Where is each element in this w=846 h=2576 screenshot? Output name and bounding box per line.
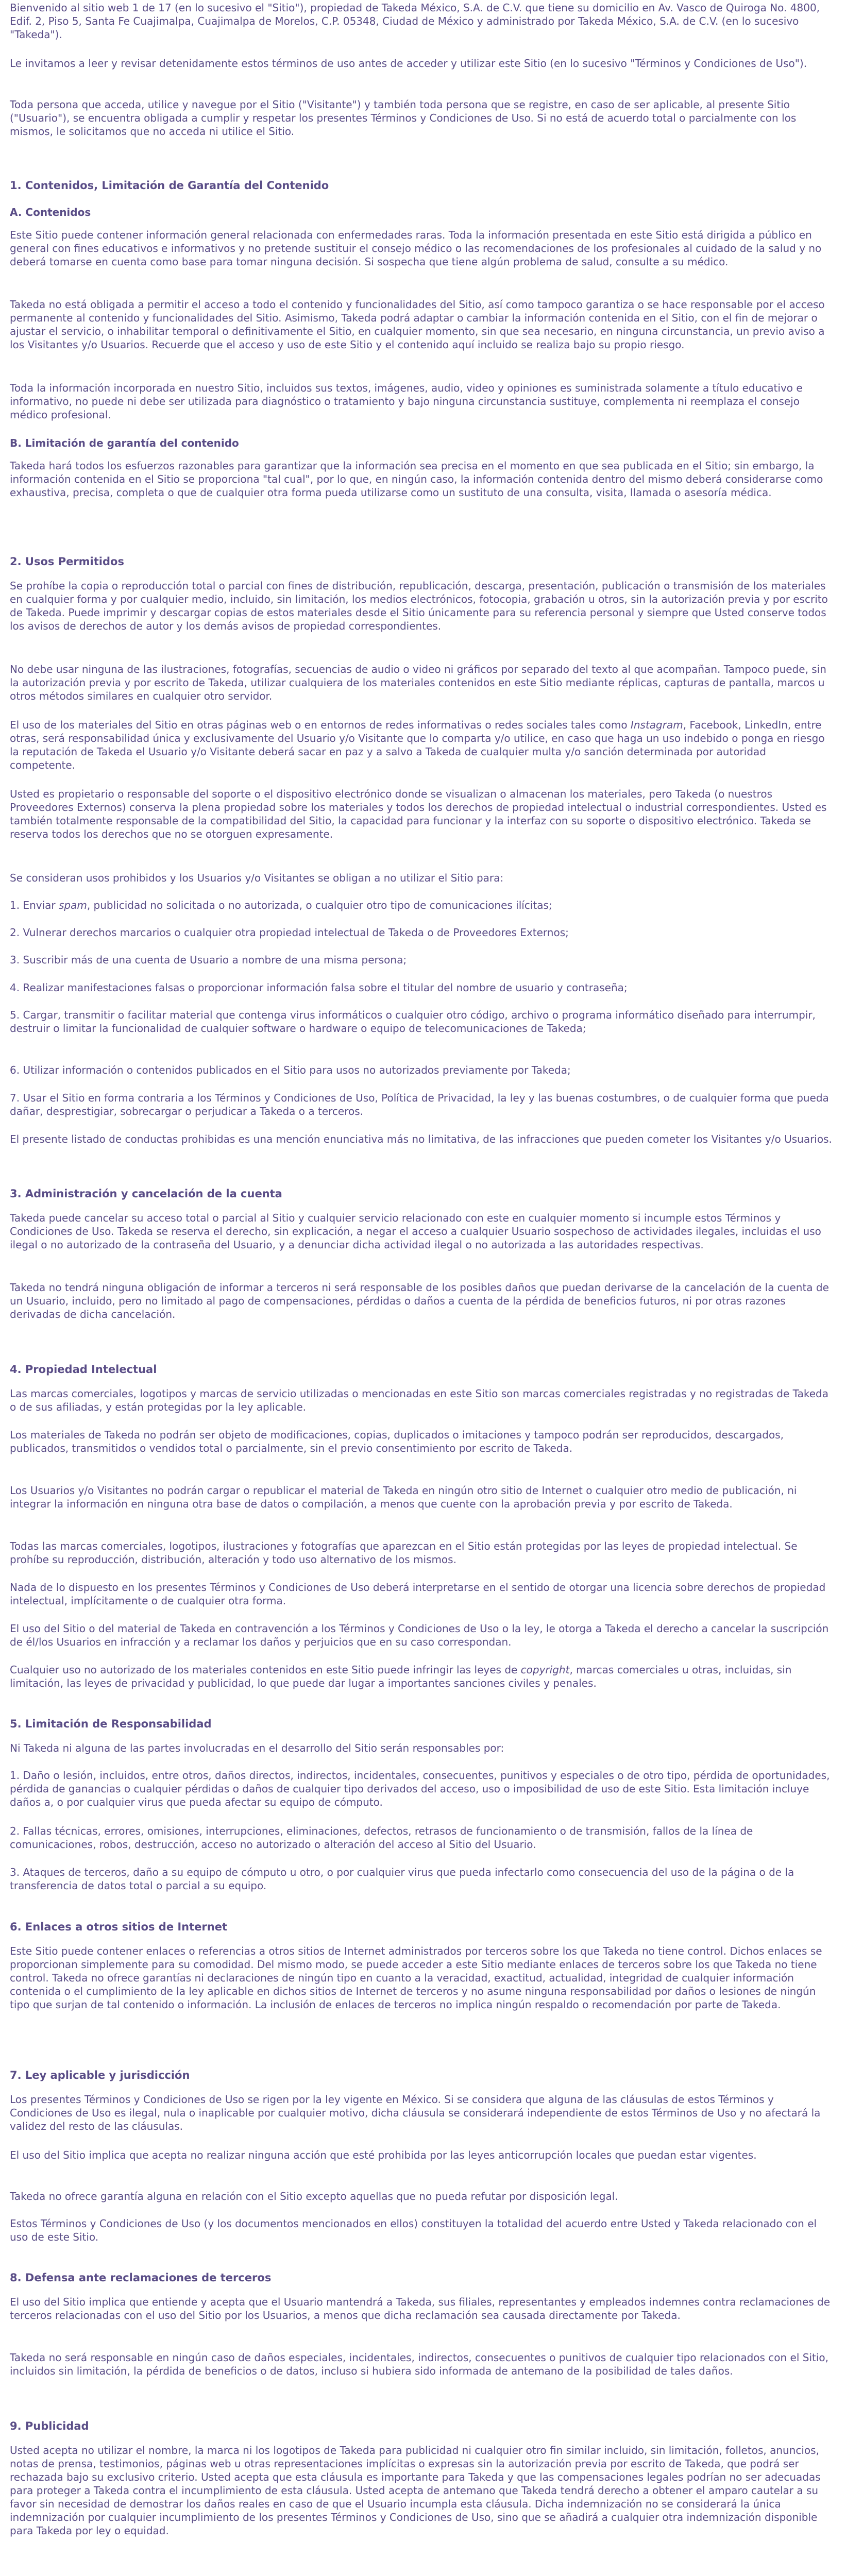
section-1-para-3: Toda la información incorporada en nuestro Sitio, incluidos sus textos, imágenes, audio, video y opiniones es suministrada solamente a título educativo e informativo, no puede ni debe ser utilizada para diagnóstico o tratamiento y bajo ninguna circunstancia sustituye, complementa ni reemplaza el consejo médico profesional. bbox=[10, 382, 803, 421]
prohibited-item-1 bbox=[10, 899, 834, 912]
section-1-sub-b: B. Limitación de garantía del contenido bbox=[10, 437, 239, 449]
social-network-name: Instagram bbox=[630, 719, 683, 731]
social-text-before: El uso de los materiales del Sitio en otras páginas web o en entornos de redes informativas o redes sociales tales como bbox=[10, 719, 631, 731]
section-3-para-1: Takeda puede cancelar su acceso total o parcial al Sitio y cualquier servicio relacionado con este en cualquier momento si incumple estos Términos y Condiciones de Uso. Takeda se reserva el derecho, sin explicación, a negar el acceso a cualquier Usuario sospechoso de actividades ilegales, incluidas el uso ilegal o no autorizado de la contraseña del Usuario, y a denunciar dicha actividad ilegal o no autorizada a las autoridades respectivas. bbox=[10, 1212, 821, 1251]
social-text-after: , Facebook, LinkedIn, entre otras, será responsabilidad única y exclusivamente del Usuario y/o Visitante que lo comparta y/o utilice, en caso que haga un uso indebido o ponga en riesgo la reputación de Takeda el Usuario y/o Visitante deberá sacar en paz y a salvo a Takeda de cualquier multa y/o sanción determinada por autoridad competente. bbox=[10, 719, 825, 771]
list-emphasis: spam bbox=[58, 899, 87, 911]
section-1-para-1: Este Sitio puede contener información general relacionada con enfermedades raras. Toda la información presentada en este Sitio está dirigida a público en general con fines educativos e informativos y no pretende sustituir el consejo médico o las recomendaciones de los profesionales al cuidado de la salud y no deberá tomarse en cuenta como base para tomar ninguna decisión. Si sospecha que tiene algún problema de salud, consulte a su médico. bbox=[10, 229, 822, 268]
section-5-item-2: 2. Fallas técnicas, errores, omisiones, interrupciones, eliminaciones, defectos, retrasos de funcionamiento o de transmisión, fallos de la línea de comunicaciones, robos, destrucción, acceso no autorizado o alteración del acceso al Sitio del Usuario. bbox=[10, 1825, 753, 1851]
intro-paragraph-2: Le invitamos a leer y revisar detenidamente estos términos de uso antes de acceder y utilizar este Sitio (en lo sucesivo "Términos y Condiciones de Uso"). bbox=[10, 57, 807, 70]
section-4-title: 4. Propiedad Intelectual bbox=[10, 1363, 157, 1376]
section-7-title: 7. Ley aplicable y jurisdicción bbox=[10, 2069, 190, 2081]
section-4-para-1: Las marcas comerciales, logotipos y marcas de servicio utilizadas o mencionadas en este Sitio son marcas comerciales registradas y no registradas de Takeda o de sus afiliadas, y están protegidas por la ley aplicable. bbox=[10, 1387, 828, 1413]
section-2-para-4: Se consideran usos prohibidos y los Usuarios y/o Visitantes se obligan a no utilizar el Sitio para: bbox=[10, 872, 504, 884]
section-5-para-1: Ni Takeda ni alguna de las partes involucradas en el desarrollo del Sitio serán responsables por: bbox=[10, 1742, 504, 1754]
copyright-text-after: , marcas comerciales u otras, incluidas, sin limitación, las leyes de privacidad y publicidad, lo que puede dar lugar a importantes sanciones civiles y penales. bbox=[10, 1664, 792, 1689]
prohibited-item-4: 4. Realizar manifestaciones falsas o proporcionar información falsa sobre el titular del nombre de usuario y contraseña; bbox=[10, 981, 628, 994]
section-4-para-3: Los Usuarios y/o Visitantes no podrán cargar o republicar el material de Takeda en ningún otro sitio de Internet o cualquier otro medio de publicación, ni integrar la información en ninguna otra base de datos o compilación, a menos que cuente con la aprobación previa y por escrito de Takeda. bbox=[10, 1484, 797, 1510]
section-7-para-3: Takeda no ofrece garantía alguna en relación con el Sitio excepto aquellas que no pueda refutar por disposición legal. bbox=[10, 2190, 618, 2202]
section-1-para-2: Takeda no está obligada a permitir el acceso a todo el contenido y funcionalidades del Sitio, así como tampoco garantiza o se hace responsable por el acceso permanente al contenido y funcionalidades del Sitio. Asimismo, Takeda podrá adaptar o cambiar la información contenida en el Sitio, con el fin de mejorar o ajustar el servicio, o inhabilitar temporal o definitivamente el Sitio, en cualquier momento, sin que sea necesario, en ninguna circunstancia, un previo aviso a los Visitantes y/o Usuarios. Recuerde que el acceso y uso de este Sitio y el contenido aquí incluido se realiza bajo su propio riesgo. bbox=[10, 298, 825, 351]
prohibited-item-6: 6. Utilizar información o contenidos publicados en el Sitio para usos no autorizados previamente por Takeda; bbox=[10, 1064, 571, 1076]
section-6-para: Este Sitio puede contener enlaces o referencias a otros sitios de Internet administrados por terceros sobre los que Takeda no tiene control. Dichos enlaces se proporcionan simplemente para su comodidad. Del mismo modo, se puede acceder a este Sitio mediante enlaces de terceros sobre los que Takeda no tiene control. Takeda no ofrece garantías ni declaraciones de ningún tipo en cuanto a la veracidad, exactitud, actualidad, integridad de cualquier información contenida o el cumplimiento de la ley aplicable en dichos sitios de Internet de terceros y no asume ninguna responsabilidad por daños o lesiones de ningún tipo que surjan de tal contenido o información. La inclusión de enlaces de terceros no implica ningún respaldo o recomendación por parte de Takeda. bbox=[10, 1945, 822, 2011]
section-3-para-2: Takeda no tendrá ninguna obligación de informar a terceros ni será responsable de los posibles daños que puedan derivarse de la cancelación de la cuenta de un Usuario, incluido, pero no limitado al pago de compensaciones, pérdidas o daños a cuenta de la pérdida de beneficios futuros, ni por otras razones derivadas de dicha cancelación. bbox=[10, 1281, 829, 1320]
section-8-para-2: Takeda no será responsable en ningún caso de daños especiales, incidentales, indirectos, consecuentes o punitivos de cualquier tipo relacionados con el Sitio, incluidos sin limitación, la pérdida de beneficios o de datos, incluso si hubiera sido informada de antemano de la posibilidad de tales daños. bbox=[10, 2351, 829, 2377]
intro-paragraph-3: Toda persona que acceda, utilice y navegue por el Sitio ("Visitante") y también toda persona que se registre, en caso de ser aplicable, al presente Sitio ("Usuario"), se encuentra obligada a cumplir y respetar los presentes Términos y Condiciones de Uso. Si no está de acuerdo total o parcialmente con los mismos, le solicitamos que no acceda ni utilice el Sitio. bbox=[10, 98, 797, 138]
section-8-para-1: El uso del Sitio implica que entiende y acepta que el Usuario mantendrá a Takeda, sus filiales, representantes y empleados indemnes contra reclamaciones de terceros relacionadas con el uso del Sitio por los Usuarios, a menos que dicha reclamación sea causada directamente por Takeda. bbox=[10, 2296, 831, 2321]
copyright-term: copyright bbox=[520, 1664, 570, 1676]
section-4-para-6: El uso del Sitio o del material de Takeda en contravención a los Términos y Condiciones de Uso o la ley, le otorga a Takeda el derecho a cancelar la suscripción de él/los Usuarios en infracción y a reclamar los daños y perjuicios que en su caso correspondan. bbox=[10, 1622, 829, 1648]
section-2-para-3: Usted es propietario o responsable del soporte o el dispositivo electrónico donde se visualizan o almacenan los materiales, pero Takeda (o nuestros Proveedores Externos) conserva la plena propiedad sobre los materiales y todos los derechos de propiedad intelectual o industrial correspondientes. Usted es también totalmente responsable de la compatibilidad del Sitio, la capacidad para funcionar y la interfaz con su soporte o dispositivo electrónico. Takeda se reserva todos los derechos que no se otorguen expresamente. bbox=[10, 788, 827, 840]
list-text: , publicidad no solicitada o no autorizada, o cualquier otro tipo de comunicaciones ilícitas; bbox=[87, 899, 552, 911]
list-text: 1. Enviar bbox=[10, 899, 59, 911]
section-1-para-b: Takeda hará todos los esfuerzos razonables para garantizar que la información sea precisa en el momento en que sea publicada en el Sitio; sin embargo, la información contenida en el Sitio se proporciona "tal cual", por lo que, en ningún caso, la información contenida dentro del mismo deberá considerarse como exhaustiva, precisa, completa o que de cualquier otra forma pueda utilizarse como un sustituto de una consulta, visita, llamada o asesoría médica. bbox=[10, 460, 823, 499]
copyright-text-before: Cualquier uso no autorizado de los materiales contenidos en este Sitio puede infringir las leyes de bbox=[10, 1664, 521, 1676]
section-5-item-3: 3. Ataques de terceros, daño a su equipo de cómputo u otro, o por cualquier virus que pueda infectarlo como consecuencia del uso de la página o de la transferencia de datos total o parcial a su equipo. bbox=[10, 1866, 794, 1892]
section-8-title: 8. Defensa ante reclamaciones de terceros bbox=[10, 2272, 272, 2284]
section-5-title: 5. Limitación de Responsabilidad bbox=[10, 1718, 212, 1730]
prohibited-item-3: 3. Suscribir más de una cuenta de Usuario a nombre de una misma persona; bbox=[10, 954, 407, 966]
section-1-title: 1. Contenidos, Limitación de Garantía del Contenido bbox=[10, 179, 329, 192]
section-4-para-7 bbox=[10, 1663, 834, 1690]
section-5-item-1: 1. Daño o lesión, incluidos, entre otros, daños directos, indirectos, incidentales, consecuentes, punitivos y especiales o de otro tipo, pérdida de oportunidades, pérdida de ganancias o cualquier pérdidas o daños de cualquier tipo derivados del acceso, uso o imposibilidad de uso de este Sitio. Esta limitación incluye daños a, o por cualquier virus que pueda afectar su equipo de cómputo. bbox=[10, 1769, 830, 1808]
section-1-sub-a: A. Contenidos bbox=[10, 206, 91, 218]
prohibited-item-5: 5. Cargar, transmitir o facilitar material que contenga virus informáticos o cualquier otro código, archivo o programa informático diseñado para interrumpir, destruir o limitar la funcionalidad de cualquier software o hardware o equipo de telecomunicaciones de Takeda; bbox=[10, 1009, 816, 1035]
section-2-para-1: Se prohíbe la copia o reproducción total o parcial con fines de distribución, republicación, descarga, presentación, publicación o transmisión de los materiales en cualquier forma y por cualquier medio, incluido, sin limitación, los medios electrónicos, fotocopia, grabación u otros, sin la autorización previa y por escrito de Takeda. Puede imprimir y descargar copias de estos materiales desde el Sitio únicamente para su referencia personal y siempre que Usted conserve todos los avisos de derechos de autor y los demás avisos de propiedad correspondientes. bbox=[10, 580, 828, 632]
section-3-title: 3. Administración y cancelación de la cuenta bbox=[10, 1188, 282, 1200]
section-2-title: 2. Usos Permitidos bbox=[10, 555, 124, 568]
section-7-para-1: Los presentes Términos y Condiciones de Uso se rigen por la ley vigente en México. Si se considera que alguna de las cláusulas de estos Términos y Condiciones de Uso es ilegal, nula o inaplicable por cualquier motivo, dicha cláusula se considerará independiente de estos Términos de Uso y no afectará la validez del resto de las cláusulas. bbox=[10, 2093, 821, 2132]
section-9-title: 9. Publicidad bbox=[10, 2420, 89, 2432]
prohibited-item-2: 2. Vulnerar derechos marcarios o cualquier otra propiedad intelectual de Takeda o de Proveedores Externos; bbox=[10, 926, 569, 939]
section-9-para: Usted acepta no utilizar el nombre, la marca ni los logotipos de Takeda para publicidad ni cualquier otro fin similar incluido, sin limitación, folletos, anuncios, notas de prensa, testimonios, páginas web u otras representaciones implícitas o expresas sin la autorización previa por escrito de Takeda, que podrá ser rechazada bajo su exclusivo criterio. Usted acepta que esta cláusula es importante para Takeda y que las compensaciones legales podrían no ser adecuadas para proteger a Takeda contra el incumplimiento de esta cláusula. Usted acepta de antemano que Takeda tendrá derecho a obtener el amparo cautelar a su favor sin necesidad de demostrar los daños reales en caso de que el Usuario incumpla esta cláusula. Dicha indemnización no se considerará la única indemnización por cualquier incumplimiento de los presentes Términos y Condiciones de Uso, sino que se añadirá a cualquier otra indemnización disponible para Takeda por ley o equidad. bbox=[10, 2444, 821, 2537]
section-4-para-4: Todas las marcas comerciales, logotipos, ilustraciones y fotografías que aparezcan en el Sitio están protegidas por las leyes de propiedad intelectual. Se prohíbe su reproducción, distribución, alteración y todo uso alternativo de los mismos. bbox=[10, 1540, 798, 1566]
section-2-para-social bbox=[10, 718, 834, 772]
section-6-title: 6. Enlaces a otros sitios de Internet bbox=[10, 1921, 227, 1933]
section-4-para-2: Los materiales de Takeda no podrán ser objeto de modificaciones, copias, duplicados o imitaciones y tampoco podrán ser reproducidos, descargados, publicados, transmitidos o vendidos total o parcialmente, sin el previo consentimiento por escrito de Takeda. bbox=[10, 1429, 784, 1454]
section-2-para-5: El presente listado de conductas prohibidas es una mención enunciativa más no limitativa, de las infracciones que pueden cometer los Visitantes y/o Usuarios. bbox=[10, 1133, 832, 1145]
section-4-para-5: Nada de lo dispuesto en los presentes Términos y Condiciones de Uso deberá interpretarse en el sentido de otorgar una licencia sobre derechos de propiedad intelectual, implícitamente o de cualquier otra forma. bbox=[10, 1581, 826, 1607]
section-7-para-4: Estos Términos y Condiciones de Uso (y los documentos mencionados en ellos) constituyen la totalidad del acuerdo entre Usted y Takeda relacionado con el uso de este Sitio. bbox=[10, 2217, 817, 2243]
prohibited-item-7: 7. Usar el Sitio en forma contraria a los Términos y Condiciones de Uso, Política de Privacidad, la ley y las buenas costumbres, o de cualquier forma que pueda dañar, desprestigiar, sobrecargar o perjudicar a Takeda o a terceros. bbox=[10, 1092, 829, 1117]
intro-paragraph-1: Bienvenido al sitio web 1 de 17 (en lo sucesivo el "Sitio"), propiedad de Takeda México, S.A. de C.V. que tiene su domicilio en Av. Vasco de Quiroga No. 4800, Edif. 2, Piso 5, Santa Fe Cuajimalpa, Cuajimalpa de Morelos, C.P. 05348, Ciudad de México y administrado por Takeda México, S.A. de C.V. (en lo sucesivo "Takeda"). bbox=[10, 2, 820, 41]
section-2-para-2: No debe usar ninguna de las ilustraciones, fotografías, secuencias de audio o video ni gráficos por separado del texto al que acompañan. Tampoco puede, sin la autorización previa y por escrito de Takeda, utilizar cualquiera de los materiales contenidos en este Sitio mediante réplicas, capturas de pantalla, marcos u otros métodos similares en cualquier otro servidor. bbox=[10, 663, 826, 702]
section-7-para-2: El uso del Sitio implica que acepta no realizar ninguna acción que esté prohibida por las leyes anticorrupción locales que puedan estar vigentes. bbox=[10, 2149, 757, 2161]
